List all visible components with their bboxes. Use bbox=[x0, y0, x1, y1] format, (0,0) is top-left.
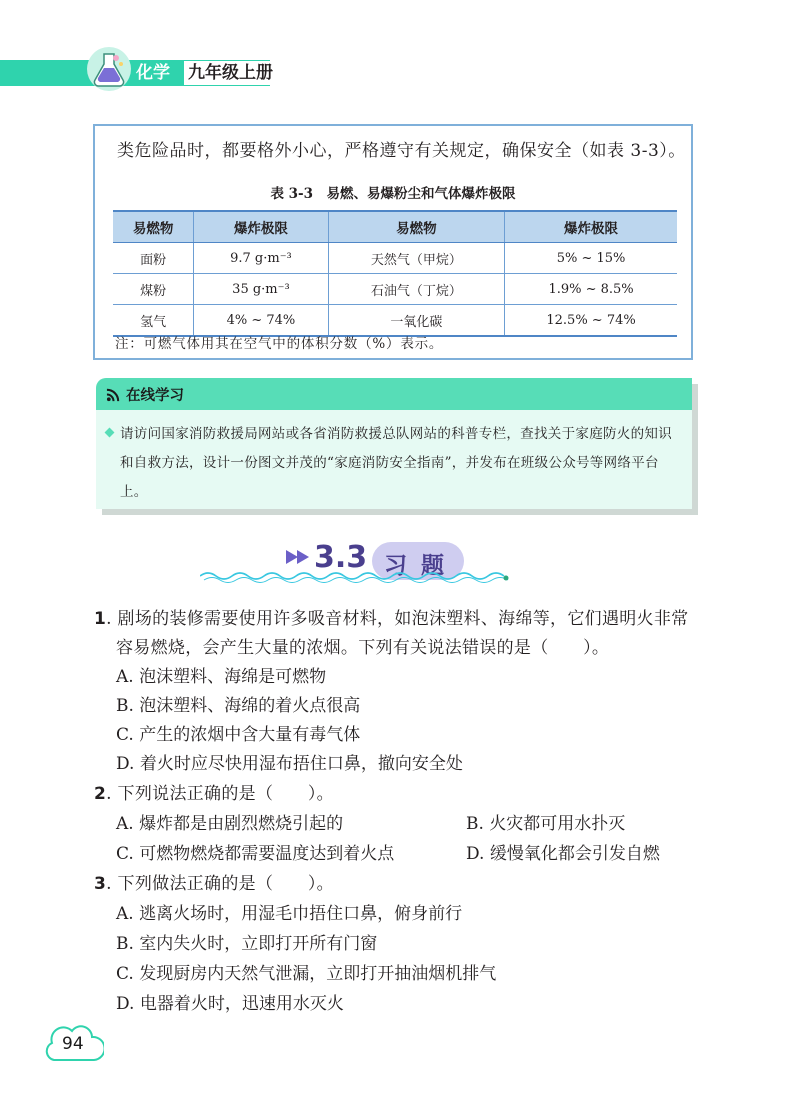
question-number: 3 bbox=[94, 874, 107, 894]
table-cell: 天然气（甲烷） bbox=[328, 243, 504, 274]
table-caption: 表 3-3 易燃、易爆粉尘和气体爆炸极限 bbox=[270, 186, 516, 202]
section-number: 3.3 bbox=[314, 540, 368, 575]
question-number: 1 bbox=[94, 609, 107, 629]
header-cell: 易燃物 bbox=[328, 211, 504, 243]
table-cell: 煤粉 bbox=[113, 274, 194, 305]
explosion-limit-table bbox=[113, 210, 677, 337]
question-2-stem: . 下列说法正确的是（ ）。 bbox=[106, 784, 334, 804]
flask-icon bbox=[86, 46, 132, 92]
question-2-option-c: C. 可燃物燃烧都需要温度达到着火点 bbox=[116, 844, 395, 864]
page-number: 94 bbox=[62, 1034, 84, 1054]
book-title: 九年级上册 bbox=[184, 61, 277, 85]
table-cell: 4% ~ 74% bbox=[194, 305, 329, 337]
question-number: 2 bbox=[94, 784, 107, 804]
rss-icon bbox=[106, 387, 121, 402]
table-header-row bbox=[113, 211, 677, 243]
online-learning-text bbox=[120, 420, 680, 507]
intro-text: 类危险品时，都要格外小心，严格遵守有关规定，确保安全（如表 3-3）。 bbox=[117, 141, 686, 161]
header-cell: 爆炸极限 bbox=[505, 211, 677, 243]
double-arrow-icon bbox=[286, 550, 312, 564]
question-1-line-2: 容易燃烧，会产生大量的浓烟。下列有关说法错误的是（ ）。 bbox=[116, 638, 610, 658]
question-3-option-d: D. 电器着火时，迅速用水灭火 bbox=[116, 994, 344, 1014]
online-learning-paragraph: 请访问国家消防救援局网站或各省消防救援总队网站的科普专栏，查找关于家庭防火的知识和自救方法，设计一份图文并茂的“家庭消防安全指南”，并发布在班级公众号等网络平台上。 bbox=[120, 426, 672, 500]
question-3-stem: . 下列做法正确的是（ ）。 bbox=[106, 874, 334, 894]
question-2-option-b: B. 火灾都可用水扑灭 bbox=[466, 814, 626, 834]
table-row bbox=[113, 274, 677, 305]
table-cell: 一氧化碳 bbox=[328, 305, 504, 337]
table-cell: 1.9% ~ 8.5% bbox=[505, 274, 677, 305]
table-row bbox=[113, 243, 677, 274]
question-1-option-a: A. 泡沫塑料、海绵是可燃物 bbox=[116, 667, 327, 687]
online-learning-box bbox=[96, 378, 692, 509]
question-1-stem-1: . 剧场的装修需要使用许多吸音材料，如泡沫塑料、海绵等，它们遇明火非常 bbox=[106, 609, 689, 629]
question-2-line bbox=[94, 779, 334, 804]
table-cell: 12.5% ~ 74% bbox=[505, 305, 677, 337]
table-cell: 5% ~ 15% bbox=[505, 243, 677, 274]
question-3-option-a: A. 逃离火场时，用湿毛巾捂住口鼻，俯身前行 bbox=[116, 904, 463, 924]
table-cell: 9.7 g·m⁻³ bbox=[194, 243, 329, 274]
online-learning-header bbox=[96, 378, 692, 410]
subject-label: 化学 bbox=[136, 63, 170, 83]
table-box bbox=[93, 124, 693, 360]
table-cell: 面粉 bbox=[113, 243, 194, 274]
question-1-option-b: B. 泡沫塑料、海绵的着火点很高 bbox=[116, 696, 361, 716]
table-note: 注：可燃气体用其在空气中的体积分数（%）表示。 bbox=[115, 336, 444, 352]
bullet-diamond-icon bbox=[105, 428, 115, 438]
question-1-line-1 bbox=[94, 604, 688, 629]
question-2-option-d: D. 缓慢氧化都会引发自燃 bbox=[466, 844, 660, 864]
question-1-option-d: D. 着火时应尽快用湿布捂住口鼻，撤向安全处 bbox=[116, 754, 463, 774]
wave-divider bbox=[200, 566, 514, 584]
section-title: 习题 bbox=[384, 553, 458, 579]
table-cell: 氢气 bbox=[113, 305, 194, 337]
question-3-option-c: C. 发现厨房内天然气泄漏，立即打开抽油烟机排气 bbox=[116, 964, 497, 984]
question-3-line bbox=[94, 869, 334, 894]
question-3-option-b: B. 室内失火时，立即打开所有门窗 bbox=[116, 934, 378, 954]
table-cell: 35 g·m⁻³ bbox=[194, 274, 329, 305]
table-cell: 石油气（丁烷） bbox=[328, 274, 504, 305]
online-learning-title: 在线学习 bbox=[126, 388, 184, 404]
question-2-option-a: A. 爆炸都是由剧烈燃烧引起的 bbox=[116, 814, 344, 834]
question-1-option-c: C. 产生的浓烟中含大量有毒气体 bbox=[116, 725, 361, 745]
header-cell: 爆炸极限 bbox=[194, 211, 329, 243]
header-cell: 易燃物 bbox=[113, 211, 194, 243]
